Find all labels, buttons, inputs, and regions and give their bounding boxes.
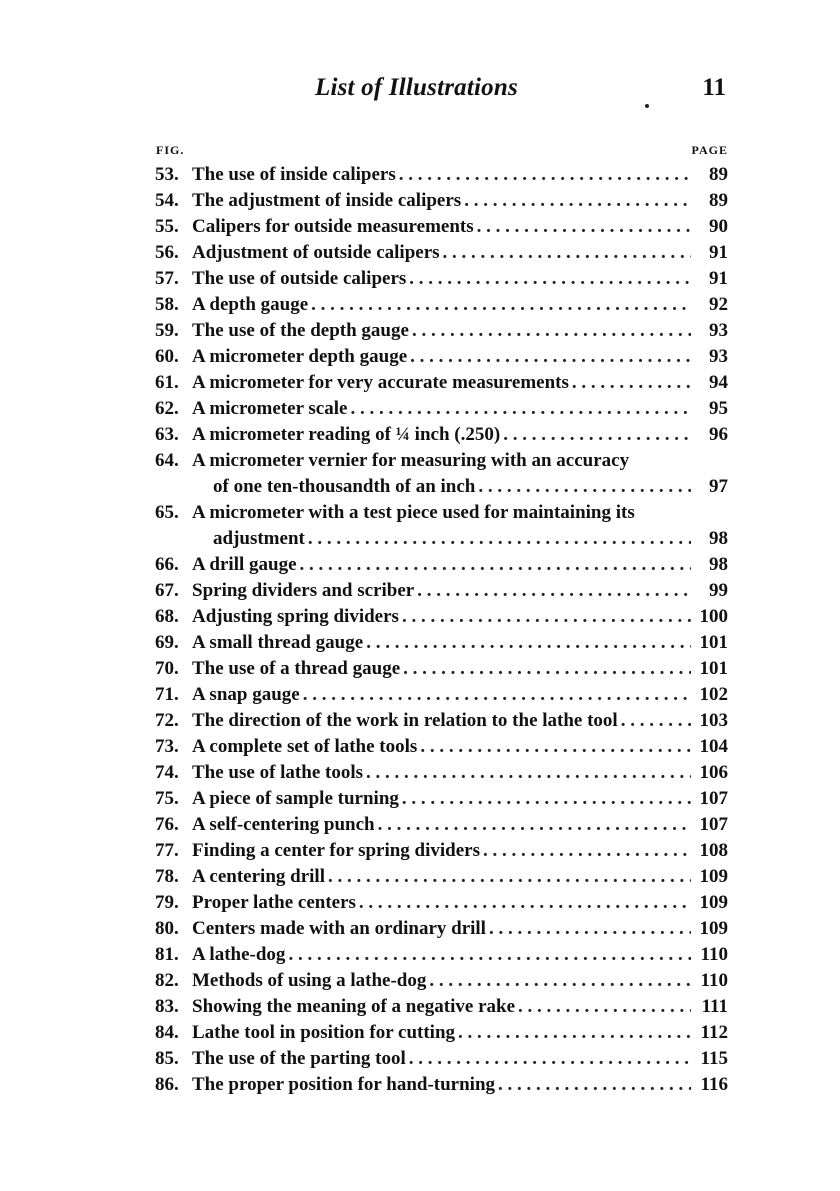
entry-line [155,708,728,734]
dot-leader [328,864,691,890]
entry-line [155,916,728,942]
illustration-entry [155,682,728,708]
dot-leader [489,916,691,942]
illustration-entry [155,422,728,448]
entry-line [155,1046,728,1072]
figure-title: A micrometer scale [192,398,348,419]
figure-number: 53. [155,164,179,185]
dot-leader [366,630,691,656]
figure-title: The use of outside calipers [192,268,407,289]
dot-leader [417,578,691,604]
dot-leader [378,812,691,838]
figure-title: Lathe tool in position for cutting [192,1022,456,1043]
entry-continuation-line [155,474,728,500]
entry-line [155,318,728,344]
figure-number: 61. [155,372,179,393]
page-reference: 90 [709,216,728,237]
figure-number: 70. [155,658,179,679]
figure-title: A self-centering punch [192,814,375,835]
dot-leader [503,422,691,448]
dot-leader [288,942,691,968]
entry-line [155,864,728,890]
page-reference: 91 [709,268,728,289]
entry-line [155,552,728,578]
illustration-entry [155,786,728,812]
page-reference: 104 [699,736,728,757]
figure-title: Calipers for outside measurements [192,216,474,237]
page-reference: 115 [700,1048,728,1069]
figure-title: The use of a thread gauge [192,658,401,679]
entry-line [155,786,728,812]
figure-number: 67. [155,580,179,601]
dot-leader [429,968,691,994]
entry-line [155,1072,728,1098]
entry-line [155,500,728,526]
figure-title: A micrometer for very accurate measurements [192,372,569,393]
figure-title: A small thread gauge [192,632,364,653]
illustration-entry [155,344,728,370]
dot-leader [303,682,691,708]
figure-number: 71. [155,684,179,705]
page-reference: 93 [709,346,728,367]
figure-number: 75. [155,788,179,809]
figure-title: The use of the parting tool [192,1048,406,1069]
figure-title: Centers made with an ordinary drill [192,918,486,939]
dot-leader [478,474,691,500]
figure-number: 68. [155,606,179,627]
entry-line [155,266,728,292]
figure-number: 74. [155,762,179,783]
page-reference: 111 [701,996,728,1017]
figure-title: of one ten-thousandth of an inch [213,476,476,497]
entry-line [155,630,728,656]
figure-number: 58. [155,294,179,315]
dot-leader [498,1072,691,1098]
dot-leader [518,994,691,1020]
running-head [155,74,730,110]
page-reference: 92 [709,294,728,315]
page-reference: 98 [709,554,728,575]
page-reference: 89 [709,164,728,185]
entry-line [155,292,728,318]
page-column-heading: PAGE [691,143,728,157]
dot-leader [483,838,691,864]
illustration-entry [155,552,728,578]
entry-line [155,656,728,682]
entry-line [155,734,728,760]
entry-continuation-line [155,526,728,552]
page-reference: 94 [709,372,728,393]
illustration-entry [155,1046,728,1072]
entry-line [155,162,728,188]
dot-leader [412,318,691,344]
illustration-entry [155,994,728,1020]
page-reference: 110 [700,944,728,965]
figure-title: adjustment [213,528,305,549]
entry-line [155,838,728,864]
entry-line [155,370,728,396]
entry-line [155,448,728,474]
figure-number: 82. [155,970,179,991]
illustration-entry [155,942,728,968]
page-reference: 101 [699,658,728,679]
entry-line [155,604,728,630]
figure-title: The proper position for hand-turning [192,1074,496,1095]
figure-number: 60. [155,346,179,367]
illustration-entry [155,734,728,760]
figure-number: 80. [155,918,179,939]
dot-leader [458,1020,691,1046]
figure-number: 64. [155,450,179,471]
entry-line [155,422,728,448]
figure-number: 54. [155,190,179,211]
entry-line [155,942,728,968]
illustration-entry [155,214,728,240]
dot-leader [350,396,691,422]
figure-number: 63. [155,424,179,445]
illustration-entry [155,188,728,214]
figure-number: 79. [155,892,179,913]
entry-line [155,890,728,916]
figure-number: 86. [155,1074,179,1095]
illustration-entry [155,1020,728,1046]
dot-leader [409,266,691,292]
figure-title: The adjustment of inside calipers [192,190,462,211]
figure-title: Adjusting spring dividers [192,606,399,627]
figure-number: 77. [155,840,179,861]
figure-title: A micrometer depth gauge [192,346,408,367]
dot-leader [420,734,691,760]
entry-line [155,578,728,604]
figure-number: 62. [155,398,179,419]
figure-title: The use of inside calipers [192,164,396,185]
entry-line [155,968,728,994]
figure-title: A drill gauge [192,554,297,575]
entry-line [155,240,728,266]
page-reference: 95 [709,398,728,419]
entry-line [155,188,728,214]
dot-leader [308,526,691,552]
figure-number: 73. [155,736,179,757]
figure-number: 81. [155,944,179,965]
entry-line [155,214,728,240]
page-number: 11 [702,74,726,101]
illustration-entry [155,266,728,292]
page-reference: 102 [699,684,728,705]
dot-leader [359,890,691,916]
illustration-entry [155,604,728,630]
illustration-entry [155,1072,728,1098]
dot-leader [409,1046,691,1072]
dot-leader [311,292,691,318]
figure-title: A complete set of lathe tools [192,736,418,757]
fig-column-heading: FIG. [156,143,185,157]
illustration-entry [155,162,728,188]
dot-leader [403,656,691,682]
figure-title: Spring dividers and scriber [192,580,415,601]
print-speck [645,104,649,108]
figure-title: Proper lathe centers [192,892,356,913]
figure-number: 66. [155,554,179,575]
illustration-entry [155,370,728,396]
page-reference: 98 [709,528,728,549]
entry-line [155,994,728,1020]
page-reference: 108 [699,840,728,861]
running-title: List of Illustrations [315,74,518,101]
figure-title: Adjustment of outside calipers [192,242,440,263]
page-reference: 116 [700,1074,728,1095]
figure-number: 84. [155,1022,179,1043]
dot-leader [443,240,691,266]
illustration-entry [155,890,728,916]
figure-title: A micrometer reading of ¼ inch (.250) [192,424,501,445]
figure-title: Methods of using a lathe-dog [192,970,427,991]
figure-title: A micrometer with a test piece used for maintaining its [192,502,635,523]
page-reference: 89 [709,190,728,211]
figure-number: 55. [155,216,179,237]
page-reference: 91 [709,242,728,263]
dot-leader [402,604,691,630]
entry-line [155,682,728,708]
illustration-entry [155,838,728,864]
page-reference: 103 [699,710,728,731]
figure-number: 65. [155,502,179,523]
entry-line [155,344,728,370]
page-reference: 96 [709,424,728,445]
page-reference: 93 [709,320,728,341]
page-reference: 107 [699,814,728,835]
figure-title: Showing the meaning of a negative rake [192,996,515,1017]
entry-line [155,396,728,422]
illustration-entry [155,578,728,604]
figure-title: The direction of the work in relation to the lathe tool [192,710,618,731]
figure-number: 83. [155,996,179,1017]
dot-leader [477,214,691,240]
figure-title: Finding a center for spring dividers [192,840,481,861]
illustration-entry [155,760,728,786]
illustration-entry [155,864,728,890]
illustration-entry [155,968,728,994]
figure-title: A lathe-dog [192,944,286,965]
figure-number: 72. [155,710,179,731]
figure-title: A centering drill [192,866,325,887]
figure-title: The use of lathe tools [192,762,363,783]
figure-number: 76. [155,814,179,835]
illustration-entry [155,448,728,500]
page-reference: 109 [699,892,728,913]
illustration-entry [155,708,728,734]
page-reference: 100 [699,606,728,627]
dot-leader [300,552,691,578]
illustration-entry [155,318,728,344]
figure-number: 57. [155,268,179,289]
page-reference: 99 [709,580,728,601]
page-reference: 101 [699,632,728,653]
dot-leader [410,344,691,370]
page-reference: 97 [709,476,728,497]
figure-number: 69. [155,632,179,653]
dot-leader [621,708,691,734]
illustration-list [155,162,728,1098]
dot-leader [399,162,691,188]
figure-title: A piece of sample turning [192,788,399,809]
page-reference: 107 [699,788,728,809]
page-reference: 109 [699,918,728,939]
figure-title: The use of the depth gauge [192,320,409,341]
illustration-entry [155,240,728,266]
figure-title: A snap gauge [192,684,300,705]
figure-number: 78. [155,866,179,887]
figure-number: 85. [155,1048,179,1069]
dot-leader [464,188,691,214]
figure-title: A micrometer vernier for measuring with an accuracy [192,450,630,471]
page-reference: 109 [699,866,728,887]
illustration-entry [155,630,728,656]
page-reference: 112 [700,1022,728,1043]
illustration-entry [155,396,728,422]
figure-number: 56. [155,242,179,263]
illustration-entry [155,500,728,552]
dot-leader [572,370,691,396]
page-reference: 110 [700,970,728,991]
illustration-entry [155,656,728,682]
illustration-entry [155,812,728,838]
figure-title: A depth gauge [192,294,309,315]
column-headings [156,143,728,159]
entry-line [155,760,728,786]
figure-number: 59. [155,320,179,341]
dot-leader [366,760,691,786]
entry-line [155,1020,728,1046]
page-reference: 106 [699,762,728,783]
entry-line [155,812,728,838]
illustration-entry [155,916,728,942]
dot-leader [402,786,691,812]
illustration-entry [155,292,728,318]
